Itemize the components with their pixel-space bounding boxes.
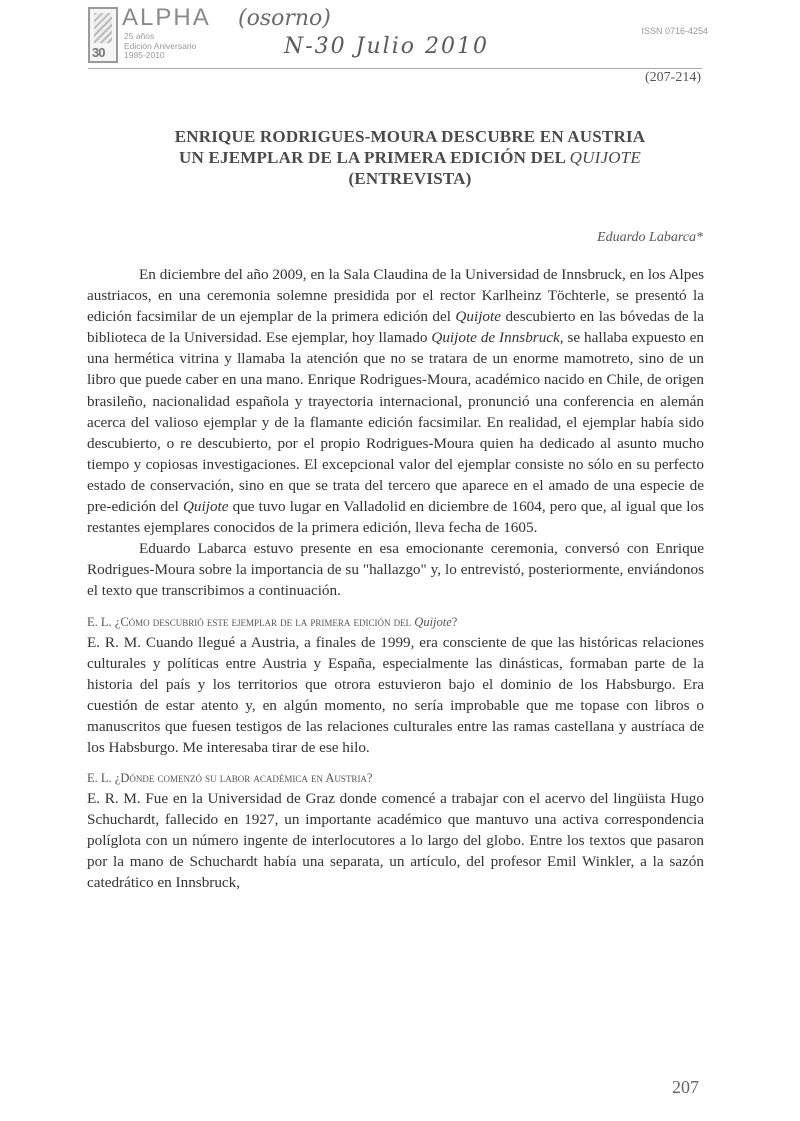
title-text: UN EJEMPLAR DE LA PRIMERA EDICIÓN DEL bbox=[179, 148, 570, 167]
text-run: En diciembre del año 2009, en la Sala Claudina de la Universidad de Innsbruck, en los Alpes austriacos, en una ceremonia solemne presidida por el rector Karlheinz Töchterle, se presentó la edición facsimilar de un ejemplar de la primera edición del bbox=[87, 266, 704, 326]
handwritten-note: (osorno) bbox=[238, 6, 331, 31]
title-line: ENRIQUE RODRIGUES-MOURA DESCUBRE EN AUSTRIA bbox=[174, 127, 646, 146]
italic-run: Quijote bbox=[455, 308, 501, 326]
subtitle-line: 25 años bbox=[124, 31, 155, 41]
article-title bbox=[105, 126, 715, 189]
author-name: Eduardo Labarca* bbox=[597, 230, 703, 245]
subtitle-line: 1985-2010 bbox=[124, 50, 165, 60]
paragraph: Eduardo Labarca estuvo presente en esa emocionante ceremonia, conversó con Enrique Rodrigues-Moura sobre la importancia de su "hallazgo" y, lo entrevistó, posteriormente, enviándonos el texto que transcribimos a continuación. bbox=[87, 540, 704, 600]
page-number: 207 bbox=[672, 1077, 699, 1097]
italic-run: Quijote bbox=[414, 614, 452, 629]
journal-logo bbox=[88, 7, 118, 63]
interview-answer: E. R. M. Cuando llegué a Austria, a finales de 1999, era consciente de que las históricas relaciones culturales y políticas entre Austria y España, especialmente las dinásticas, formaban parte de la historia del país y los territorios que otrora estuvieron bajo el dominio de los Habsburgo. Era cuestión de estar atento y, en algún momento, no sería improbable que me topase con libros o manuscritos que fuesen testigos de las relaciones culturales entre las ramas castellana y austríaca de los Habsburgo. Me interesaba tirar de ese hilo. bbox=[87, 633, 704, 756]
subtitle-line: Edición Aniversario bbox=[124, 40, 197, 51]
interview-question bbox=[87, 612, 704, 632]
text-run: E. L. ¿Cómo descubrió este ejemplar de la primera edición del bbox=[87, 614, 415, 629]
page-range: (207-214) bbox=[645, 70, 701, 85]
journal-header bbox=[88, 4, 708, 68]
logo-illustration bbox=[94, 13, 112, 43]
journal-name: ALPHA bbox=[122, 4, 211, 31]
handwritten-issue-date: N-30 Julio 2010 bbox=[284, 34, 489, 59]
header-rule bbox=[88, 68, 702, 69]
italic-run: Quijote bbox=[182, 498, 229, 516]
title-line bbox=[105, 147, 715, 168]
text-run: descubierto en las bóvedas de la biblioteca de la Universidad. Ese ejemplar, hoy llamado bbox=[87, 308, 704, 347]
text-run: que tuvo lugar en Valladolid en diciembre de 1604, pero que, al igual que los restantes ejemplares conocidos de la primera edición, lleva fecha de 1605. bbox=[87, 498, 704, 537]
article-body bbox=[87, 264, 704, 894]
text-run: , se hallaba expuesto en una hermética vitrina y llamaba la atención que no se tratara de un enorme mamotreto, sino de un libro que puede caber en una mano. Enrique Rodrigues-Moura, académico nacido en Chile, de origen brasileño, nacionalidad española y trayectoria internacional, pronunció una conferencia en alemán acerca del valioso ejemplar y de la flamante edición facsimilar. En realidad, el ejemplar había sido descubierto, o re descubierto, por el propio Rodrigues-Moura quien ha dedicado al asunto mucho tiempo y copiosas investigaciones. El excepcional valor del ejemplar consiste no sólo en su perfecto estado de conservación, sino en que se trata del tercero que aparece en el amado de una especie de pre-edición del bbox=[87, 329, 705, 516]
journal-subtitle bbox=[124, 32, 196, 61]
logo-number: 30 bbox=[92, 45, 105, 60]
italic-run: Quijote de Innsbruck bbox=[431, 329, 560, 347]
issn: ISSN 0716-4254 bbox=[641, 26, 708, 36]
paragraph bbox=[87, 264, 704, 538]
title-line: (ENTREVISTA) bbox=[348, 169, 472, 188]
text-run: ? bbox=[451, 614, 458, 629]
interview-question: E. L. ¿Dónde comenzó su labor académica en Austria? bbox=[87, 771, 373, 786]
title-italic: QUIJOTE bbox=[569, 148, 641, 167]
interview-answer: E. R. M. Fue en la Universidad de Graz donde comencé a trabajar con el acervo del lingüista Hugo Schuchardt, fallecido en 1927, un importante académico que mantuvo una activa correspondencia políglota con un número ingente de interlocutores a lo largo del globo. Entre los textos que pasaron por la mano de Schuchardt había una separata, un artículo, del profesor Emil Winkler, a la sazón catedrático en Innsbruck, bbox=[87, 790, 704, 892]
